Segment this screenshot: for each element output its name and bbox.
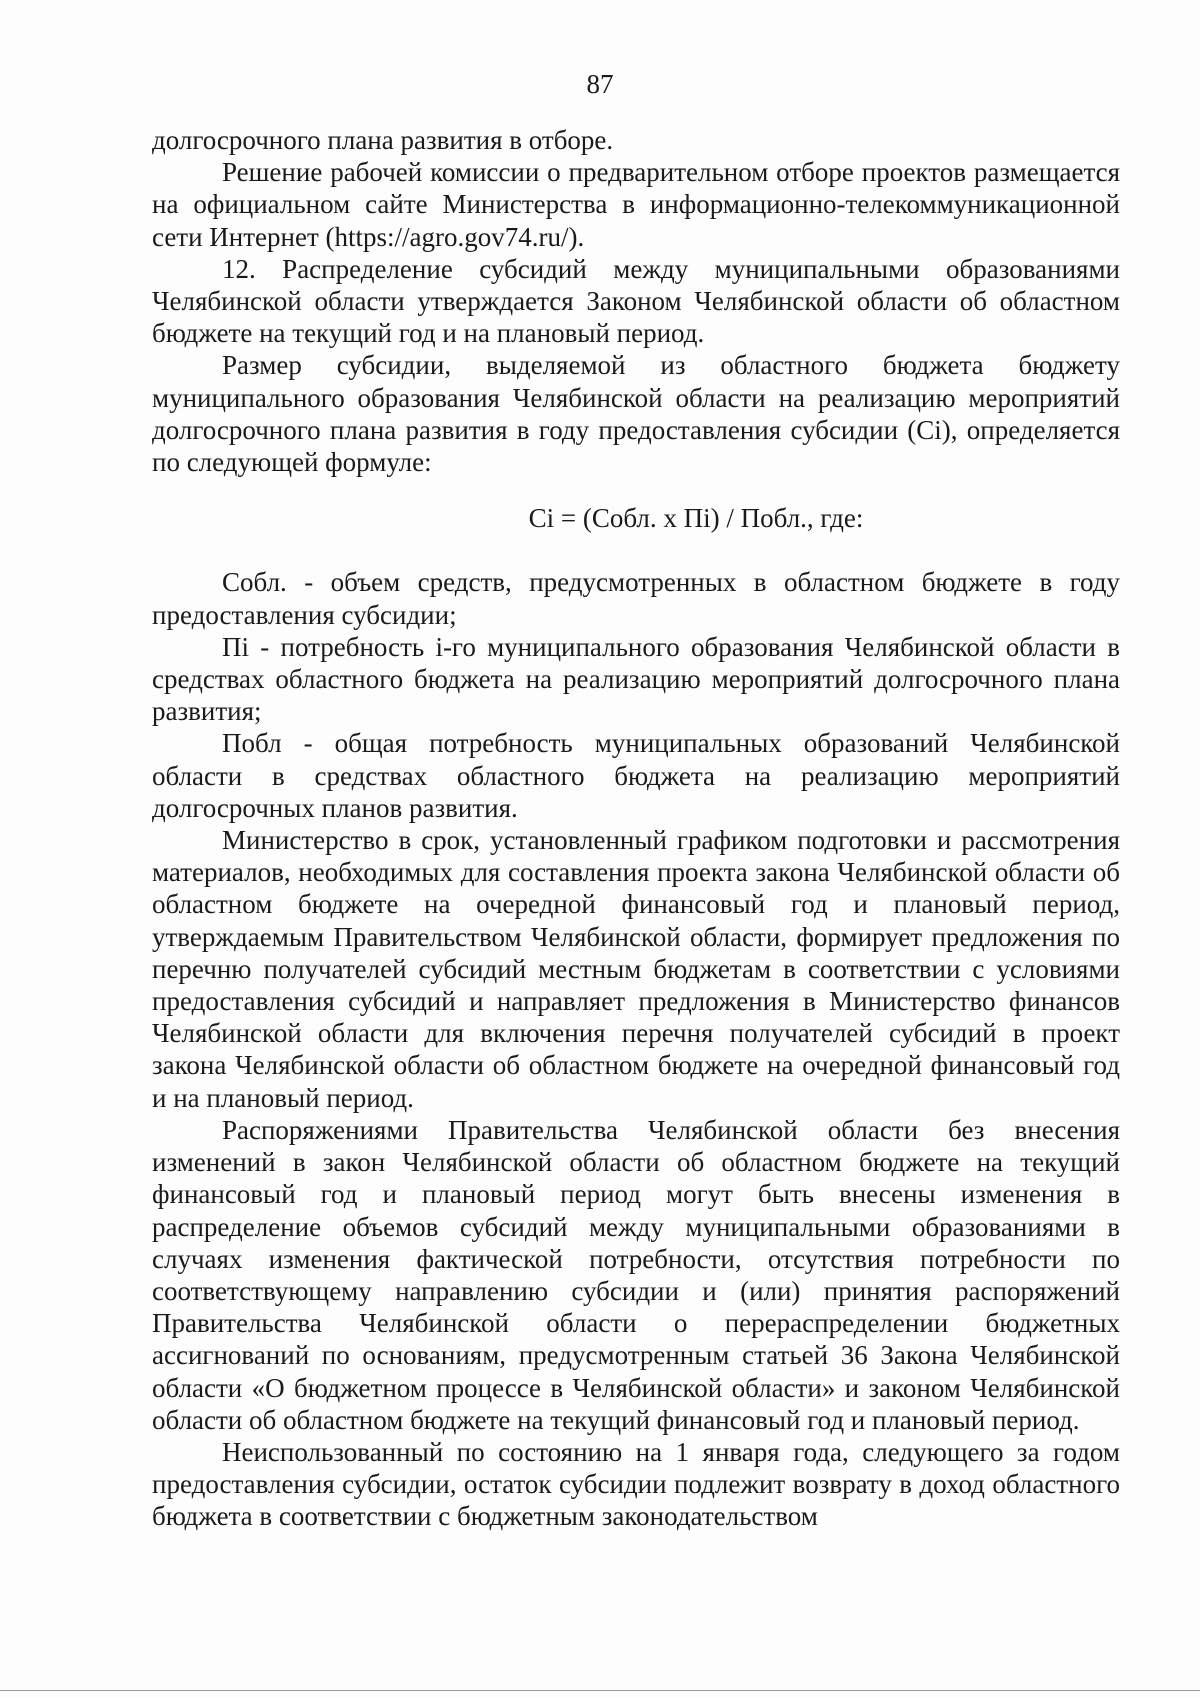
paragraph-unused-balance: Неиспользованный по состоянию на 1 января года, следующего за годом предоставления субсидии, остаток субсидии подлежит возврату в доход областного бюджета в соответствии с бюджетным законодательством (152, 1436, 1120, 1532)
paragraph-continuation: долгосрочного плана развития в отборе. (152, 125, 614, 155)
paragraph-ministry: Министерство в срок, установленный графиком подготовки и рассмотрения материалов, необходимых для составления проекта закона Челябинской области об областном бюджете на очередной финансовый год и плановый период, утверждаемым Правительством Челябинской области, формирует предложения по перечню получателей субсидий местным бюджетам в соответствии с условиями предоставления субсидий и направляет предложения в Министерство финансов Челябинской области для включения перечня получателей субсидий в проект закона Челябинской области об областном бюджете на очередной финансовый год и на плановый период. (152, 825, 1120, 1113)
page-number: 87 (586, 69, 614, 99)
definition-sobl: Собл. - объем средств, предусмотренных в областном бюджете в году предоставления субсидии; (152, 567, 1120, 630)
definition-pi: Пi - потребность i-го муниципального образования Челябинской области в средствах областного бюджета на реализацию мероприятий долгосрочного плана развития; (152, 631, 1120, 727)
bottom-edge-line (0, 1690, 1200, 1691)
document-body (152, 124, 1120, 1533)
subsidy-formula: Сi = (Собл. x Пi) / Побл., где: (528, 503, 864, 534)
definition-pobl: Побл - общая потребность муниципальных образований Челябинской области в средствах областного бюджета на реализацию мероприятий долгосрочных планов развития. (152, 728, 1120, 823)
paragraph-commission-decision: Решение рабочей комиссии о предварительном отборе проектов размещается на официальном сайте Министерства в информационно-телекоммуникационной сети Интернет (https://agro.gov74.ru/). (152, 157, 1120, 252)
paragraph-item-12: 12. Распределение субсидий между муниципальными образованиями Челябинской области утверждается Законом Челябинской области об областном бюджете на текущий год и на плановый период. (152, 253, 1120, 349)
paragraph-subsidy-size: Размер субсидии, выделяемой из областного бюджета бюджету муниципального образования Челябинской области на реализацию мероприятий долгосрочного плана развития в году предоставления субсидии (Сi), определяется по следующей формуле: (152, 350, 1120, 478)
paragraph-government-orders: Распоряжениями Правительства Челябинской области без внесения изменений в закон Челябинской области об областном бюджете на текущий финансовый год и плановый период могут быть внесены изменения в распределение объемов субсидий между муниципальными образованиями в случаях изменения фактической потребности, отсутствия потребности по соответствующему направлению субсидии и (или) принятия распоряжений Правительства Челябинской области о перераспределении бюджетных ассигнований по основаниям, предусмотренным статьей 36 Закона Челябинской области «О бюджетном процессе в Челябинской области» и законом Челябинской области об областном бюджете на текущий финансовый год и плановый период. (152, 1114, 1120, 1435)
